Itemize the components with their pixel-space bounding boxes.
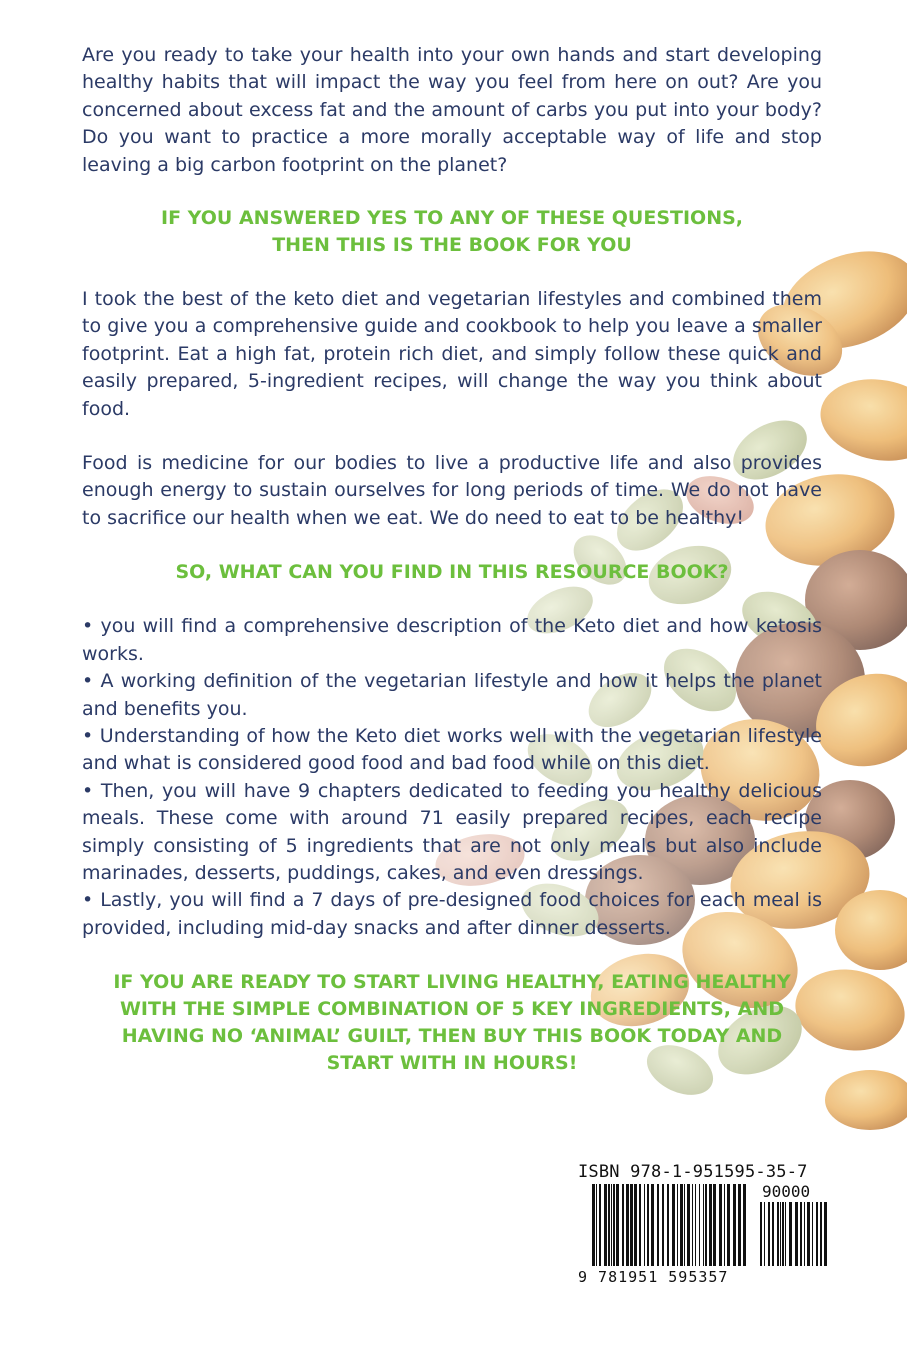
barcode-bar <box>824 1202 827 1266</box>
isbn-label: ISBN 978-1-951595-35-7 <box>578 1162 808 1182</box>
isbn-barcode <box>578 1162 834 1290</box>
barcode-bar <box>800 1202 802 1266</box>
barcode-bar <box>644 1184 645 1266</box>
barcode-bar <box>804 1202 805 1266</box>
heading-answered-yes-line-2: THEN THIS IS THE BOOK FOR YOU <box>272 234 632 257</box>
barcode-bar <box>760 1202 762 1266</box>
bullet-item: • Understanding of how the Keto diet works well with the vegetarian lifestyle and what is considered good food and bad food while on this diet. <box>82 724 822 775</box>
barcode-bar <box>703 1184 704 1266</box>
barcode-bar <box>724 1184 725 1266</box>
barcode-bar <box>692 1184 693 1266</box>
barcode-bar <box>599 1184 601 1266</box>
bullet-item: • Then, you will have 9 chapters dedicated to feeding you healthy delicious meals. These come with around 71 easily prepared recipes, each recipe simply consisting of 5 ingredients that are not only meals but also include marinades, desserts, puddings, cakes, and even dressings. <box>82 779 822 884</box>
closing-call-to-action-line-1: IF YOU ARE READY TO START LIVING HEALTHY, EATING HEALTHY <box>113 971 791 994</box>
barcode-bar <box>630 1184 633 1266</box>
closing-call-to-action-line-3: HAVING NO ‘ANIMAL’ GUILT, THEN BUY THIS BOOK TODAY AND <box>121 1025 783 1048</box>
barcode-bar <box>772 1202 774 1266</box>
barcode-bar <box>733 1184 736 1266</box>
barcode-bar <box>622 1184 624 1266</box>
barcode-bar <box>705 1184 707 1266</box>
barcode-bar <box>616 1184 619 1266</box>
barcode-bar <box>820 1202 822 1266</box>
barcode-bar <box>764 1202 765 1266</box>
closing-call-to-action-line-4: START WITH IN HOURS! <box>326 1052 578 1075</box>
barcode-bar <box>596 1184 597 1266</box>
bullet-item: • you will find a comprehensive description of the Keto diet and how ketosis works. <box>82 615 822 665</box>
barcode-bar <box>687 1184 690 1266</box>
barcode-bar <box>727 1184 730 1266</box>
barcode-bar <box>795 1202 798 1266</box>
barcode-bar <box>785 1202 786 1266</box>
barcode-bar <box>672 1184 675 1266</box>
barcode-bar <box>777 1202 779 1266</box>
barcode-bar <box>713 1184 716 1266</box>
barcode-bar <box>657 1184 659 1266</box>
heading-what-can-you-find: SO, WHAT CAN YOU FIND IN THIS RESOURCE BOOK? <box>175 561 729 584</box>
barcode-bar <box>608 1184 610 1266</box>
barcode-bar <box>780 1202 781 1266</box>
barcode-bar <box>816 1202 818 1266</box>
bullet-item: • A working definition of the vegetarian lifestyle and how it helps the planet and benefits you. <box>82 670 822 720</box>
keto-vegetarian-paragraph: I took the best of the keto diet and vegetarian lifestyles and combined them to give you a comprehensive guide and cookbook to help you leave a smaller footprint. Eat a high fat, protein rich diet, and simply follow these quick and easily prepared, 5-ingredient recipes, will change the way you think about food. <box>82 288 822 420</box>
barcode-bar <box>768 1202 770 1266</box>
barcode-bar <box>662 1184 664 1266</box>
barcode-bar <box>634 1184 637 1266</box>
barcode-bar <box>719 1184 722 1266</box>
food-is-medicine-paragraph: Food is medicine for our bodies to live a productive life and also provides enough energy to sustain ourselves for long periods of time. We do not have to sacrifice our health when we eat. We do need to eat to be healthy! <box>82 452 822 529</box>
barcode-bar <box>812 1202 813 1266</box>
barcode-bar <box>604 1184 607 1266</box>
feature-bullet-list <box>82 613 822 942</box>
barcode-bar <box>611 1184 612 1266</box>
barcode-bar <box>592 1184 595 1266</box>
price-code: 90000 <box>762 1182 811 1201</box>
barcode-bar <box>639 1184 641 1266</box>
barcode-bar <box>613 1184 615 1266</box>
closing-call-to-action-line-2: WITH THE SIMPLE COMBINATION OF 5 KEY INGREDIENTS, AND <box>119 998 785 1021</box>
cover-text-block <box>82 42 822 1077</box>
barcode-bar <box>651 1184 654 1266</box>
barcode-bar <box>677 1184 678 1266</box>
barcode-bar <box>699 1184 700 1266</box>
intro-paragraph: Are you ready to take your health into your own hands and start developing healthy habits that will impact the way you feel from here on out? Are you concerned about excess fat and the amount of carbs you put into your body? Do you want to practice a more morally acceptable way of life and stop leaving a big carbon footprint on the planet? <box>82 44 822 176</box>
bullet-item: • Lastly, you will find a 7 days of pre-designed food choices for each meal is provided, including mid-day snacks and after dinner desserts. <box>82 889 822 939</box>
barcode-bar <box>667 1184 669 1266</box>
barcode-bar <box>684 1184 685 1266</box>
barcode-bar <box>626 1184 629 1266</box>
barcode-bar <box>647 1184 649 1266</box>
barcode-bar <box>807 1202 810 1266</box>
barcode-bar <box>709 1184 712 1266</box>
ean-digits: 9 781951 595357 <box>578 1268 729 1286</box>
barcode-bar <box>789 1202 792 1266</box>
barcode-bar <box>782 1202 784 1266</box>
barcode-bar <box>743 1184 746 1266</box>
barcode-bar <box>738 1184 741 1266</box>
heading-answered-yes-line-1: IF YOU ANSWERED YES TO ANY OF THESE QUESTIONS, <box>161 207 743 230</box>
barcode-bar <box>680 1184 683 1266</box>
barcode-bar <box>695 1184 696 1266</box>
